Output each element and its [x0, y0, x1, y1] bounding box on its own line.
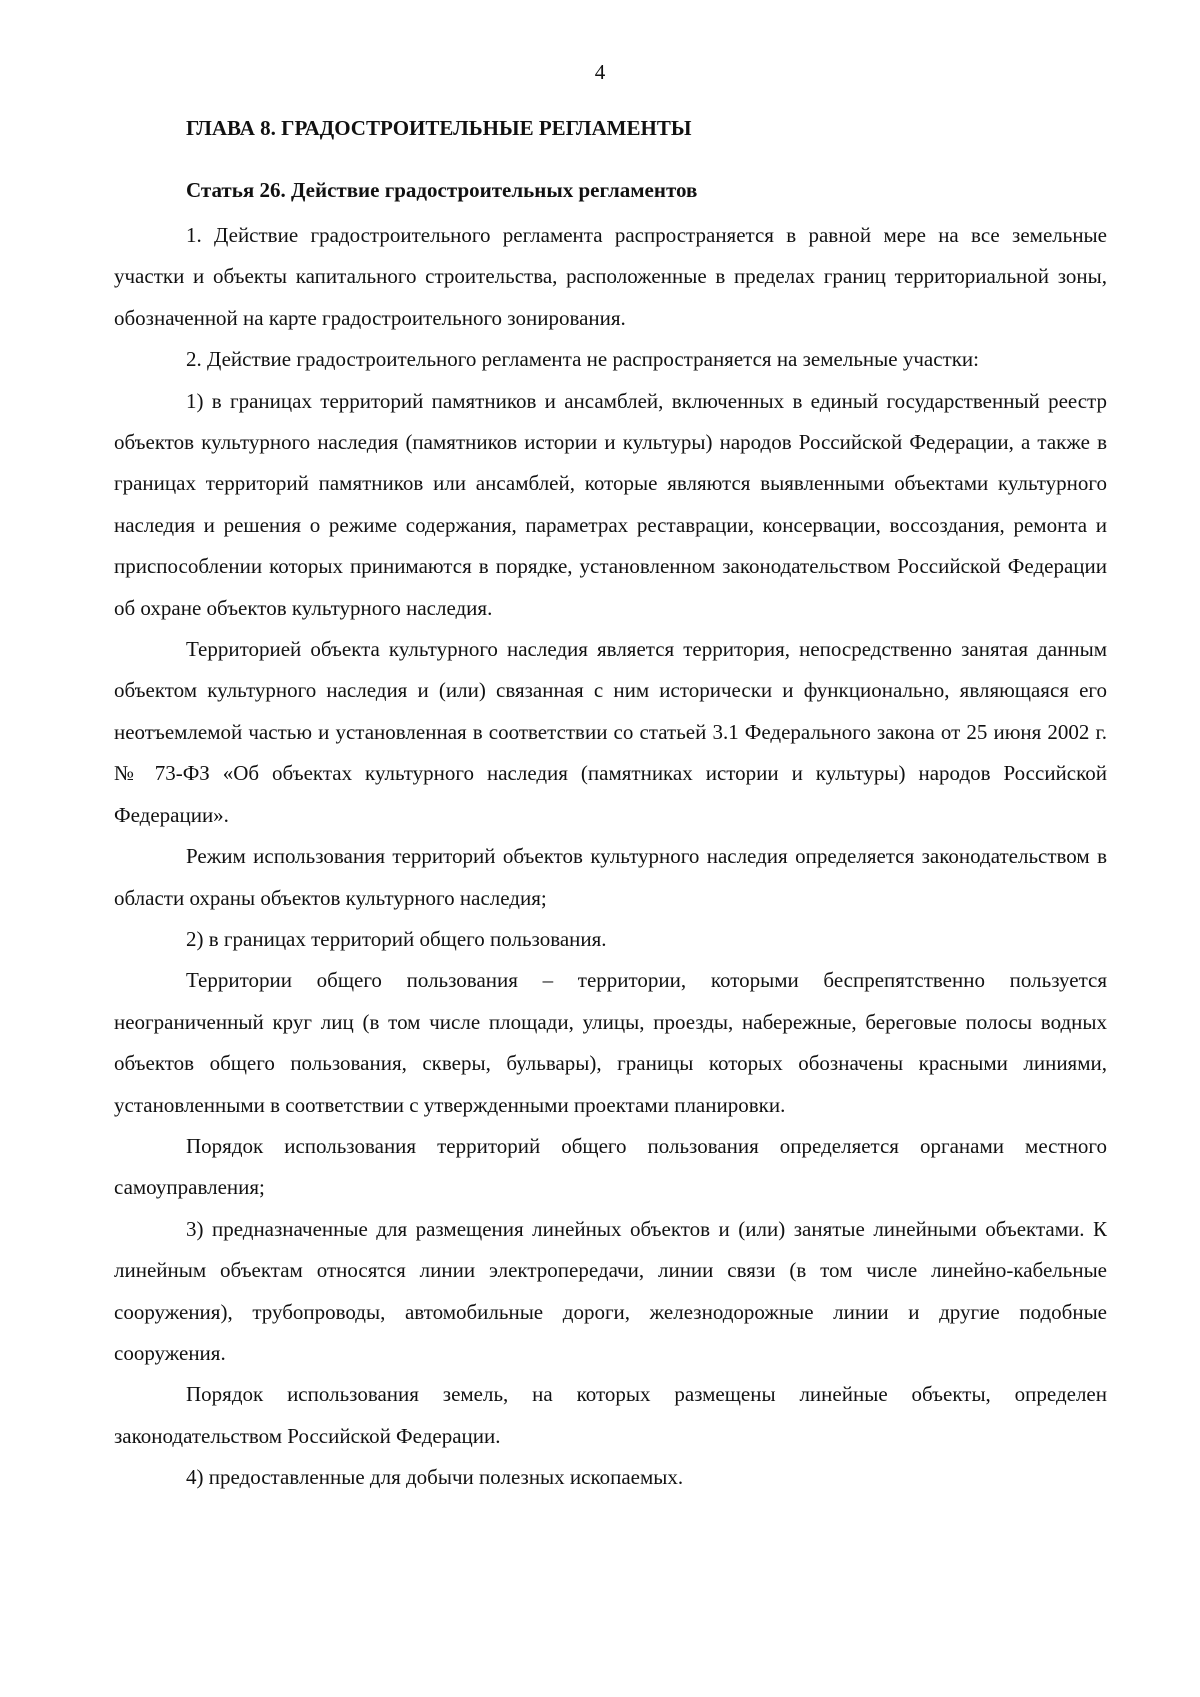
paragraph: 1) в границах территорий памятников и ансамблей, включенных в единый государственный реестр объектов культурного наследия (памятников истории и культуры) народов Российской Федерации, а также в границах территорий памятников или ансамблей, которые являются выявленными объектами культурного наследия и решения о режиме содержания, параметрах реставрации, консервации, воссоздания, ремонта и приспособлении которых принимаются в порядке, установленном законодательством Российской Федерации об охране объектов культурного наследия.: [114, 388, 1107, 620]
paragraph: Территорией объекта культурного наследия является территория, непосредственно занятая данным объектом культурного наследия и (или) связанная с ним исторически и функционально, являющаяся его неотъемлемой частью и установленная в соответствии со статьей 3.1 Федерального закона от 25 июня 2002 г. № 73-ФЗ «Об объектах культурного наследия (памятниках истории и культуры) народов Российской Федерации».: [114, 637, 1107, 827]
paragraph: Территории общего пользования – территории, которыми беспрепятственно пользуется неограниченный круг лиц (в том числе площади, улицы, проезды, набережные, береговые полосы водных объектов общего пользования, скверы, бульвары), границы которых обозначены красными линиями, установленными в соответствии с утвержденными проектами планировки.: [114, 968, 1107, 1117]
paragraph: Режим использования территорий объектов культурного наследия определяется законодательством в области охраны объектов культурного наследия;: [114, 844, 1107, 910]
paragraph: 4) предоставленные для добычи полезных ископаемых.: [186, 1465, 684, 1490]
paragraph: 1. Действие градостроительного регламента распространяется в равной мере на все земельные участки и объекты капитального строительства, расположенные в пределах границ территориальной зоны, обозначенной на карте градостроительного зонирования.: [114, 223, 1107, 330]
article-title: Статья 26. Действие градостроительных регламентов: [186, 178, 698, 202]
page-number: 4: [594, 60, 606, 84]
paragraph: Порядок использования территорий общего пользования определяется органами местного самоуправления;: [114, 1133, 1107, 1200]
paragraph: Порядок использования земель, на которых размещены линейные объекты, определен законодательством Российской Федерации.: [114, 1382, 1107, 1448]
paragraph: 2. Действие градостроительного регламента не распространяется на земельные участки:: [186, 347, 979, 372]
chapter-title: ГЛАВА 8. ГРАДОСТРОИТЕЛЬНЫЕ РЕГЛАМЕНТЫ: [186, 116, 692, 140]
document-body: [114, 112, 1107, 1499]
paragraph: 2) в границах территорий общего пользования.: [186, 926, 607, 951]
paragraph: 3) предназначенные для размещения линейных объектов и (или) занятые линейными объектами. К линейным объектам относятся линии электропередачи, линии связи (в том числе линейно-кабельные сооружения), трубопроводы, автомобильные дороги, железнодорожные линии и другие подобные сооружения.: [114, 1216, 1107, 1365]
